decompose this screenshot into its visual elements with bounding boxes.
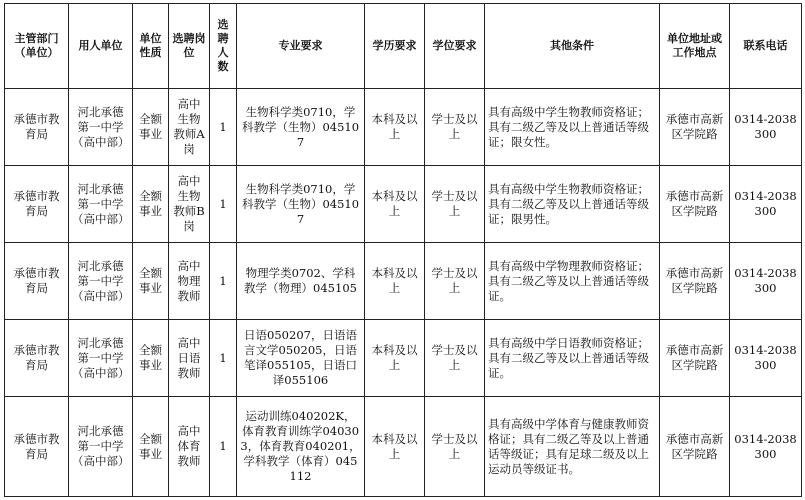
cell-other: 具有高级中学日语教师资格证；具有二级乙等及以上普通话等级证。 (485, 320, 660, 397)
cell-other: 具有高级中学生物教师资格证；具有二级乙等及以上普通话等级证；限男性。 (485, 166, 660, 243)
cell-dept: 承德市教育局 (5, 243, 69, 320)
cell-nature: 全额事业 (133, 89, 169, 166)
header-address: 单位地址或工作地点 (660, 4, 730, 89)
cell-address: 承德市高新区学院路 (660, 320, 730, 397)
cell-dept: 承德市教育局 (5, 89, 69, 166)
cell-nature: 全额事业 (133, 243, 169, 320)
cell-nature: 全额事业 (133, 320, 169, 397)
header-count: 选聘人数 (210, 4, 237, 89)
cell-address: 承德市高新区学院路 (660, 166, 730, 243)
cell-major: 生物科学类0710，学科教学（生物）045107 (237, 89, 365, 166)
cell-dept: 承德市教育局 (5, 320, 69, 397)
table-row (5, 397, 802, 497)
header-nature: 单位性质 (133, 4, 169, 89)
cell-post: 高中生物教师A岗 (169, 89, 210, 166)
cell-phone: 0314-2038300 (730, 243, 802, 320)
cell-post: 高中生物教师B岗 (169, 166, 210, 243)
header-post: 选聘岗位 (169, 4, 210, 89)
cell-education: 本科及以上 (365, 397, 425, 497)
cell-phone: 0314-2038300 (730, 320, 802, 397)
cell-other: 具有高级中学生物教师资格证；具有二级乙等及以上普通话等级证；限女性。 (485, 89, 660, 166)
cell-degree: 学士及以上 (425, 89, 485, 166)
cell-employer: 河北承德第一中学（高中部） (69, 89, 133, 166)
cell-degree: 学士及以上 (425, 243, 485, 320)
cell-address: 承德市高新区学院路 (660, 89, 730, 166)
cell-employer: 河北承德第一中学（高中部） (69, 243, 133, 320)
cell-major: 运动训练040202K，体育教育训练学040303，体育教育040201，学科教学（体育）045112 (237, 397, 365, 497)
cell-count: 1 (210, 397, 237, 497)
cell-major: 日语050207，日语语言文学050205，日语笔译055105，日语口译055106 (237, 320, 365, 397)
cell-count: 1 (210, 243, 237, 320)
cell-address: 承德市高新区学院路 (660, 243, 730, 320)
header-degree: 学位要求 (425, 4, 485, 89)
cell-employer: 河北承德第一中学（高中部） (69, 166, 133, 243)
header-employer: 用人单位 (69, 4, 133, 89)
header-other: 其他条件 (485, 4, 660, 89)
cell-post: 高中日语教师 (169, 320, 210, 397)
cell-other: 具有高级中学物理教师资格证；具有二级乙等及以上普通话等级证。 (485, 243, 660, 320)
cell-education: 本科及以上 (365, 320, 425, 397)
table-row (5, 243, 802, 320)
cell-education: 本科及以上 (365, 243, 425, 320)
cell-count: 1 (210, 89, 237, 166)
cell-nature: 全额事业 (133, 397, 169, 497)
header-dept: 主管部门（单位） (5, 4, 69, 89)
table-row (5, 320, 802, 397)
header-phone: 联系电话 (730, 4, 802, 89)
cell-count: 1 (210, 166, 237, 243)
recruitment-table (4, 3, 802, 497)
cell-phone: 0314-2038300 (730, 397, 802, 497)
cell-post: 高中物理教师 (169, 243, 210, 320)
cell-education: 本科及以上 (365, 166, 425, 243)
cell-major: 生物科学类0710，学科教学（生物）045107 (237, 166, 365, 243)
table-row (5, 166, 802, 243)
cell-other: 具有高级中学体育与健康教师资格证；具有二级乙等及以上普通话等级证；具有足球二级及以上运动员等级证书。 (485, 397, 660, 497)
cell-employer: 河北承德第一中学（高中部） (69, 397, 133, 497)
cell-degree: 学士及以上 (425, 397, 485, 497)
cell-education: 本科及以上 (365, 89, 425, 166)
cell-degree: 学士及以上 (425, 166, 485, 243)
header-education: 学历要求 (365, 4, 425, 89)
recruitment-table-container (4, 3, 801, 497)
cell-dept: 承德市教育局 (5, 166, 69, 243)
cell-address: 承德市高新区学院路 (660, 397, 730, 497)
cell-major: 物理学类0702、学科教学（物理）045105 (237, 243, 365, 320)
cell-degree: 学士及以上 (425, 320, 485, 397)
table-row (5, 89, 802, 166)
cell-dept: 承德市教育局 (5, 397, 69, 497)
header-row (5, 4, 802, 89)
cell-phone: 0314-2038300 (730, 89, 802, 166)
cell-count: 1 (210, 320, 237, 397)
cell-post: 高中体育教师 (169, 397, 210, 497)
cell-phone: 0314-2038300 (730, 166, 802, 243)
header-major: 专业要求 (237, 4, 365, 89)
cell-employer: 河北承德第一中学（高中部） (69, 320, 133, 397)
cell-nature: 全额事业 (133, 166, 169, 243)
